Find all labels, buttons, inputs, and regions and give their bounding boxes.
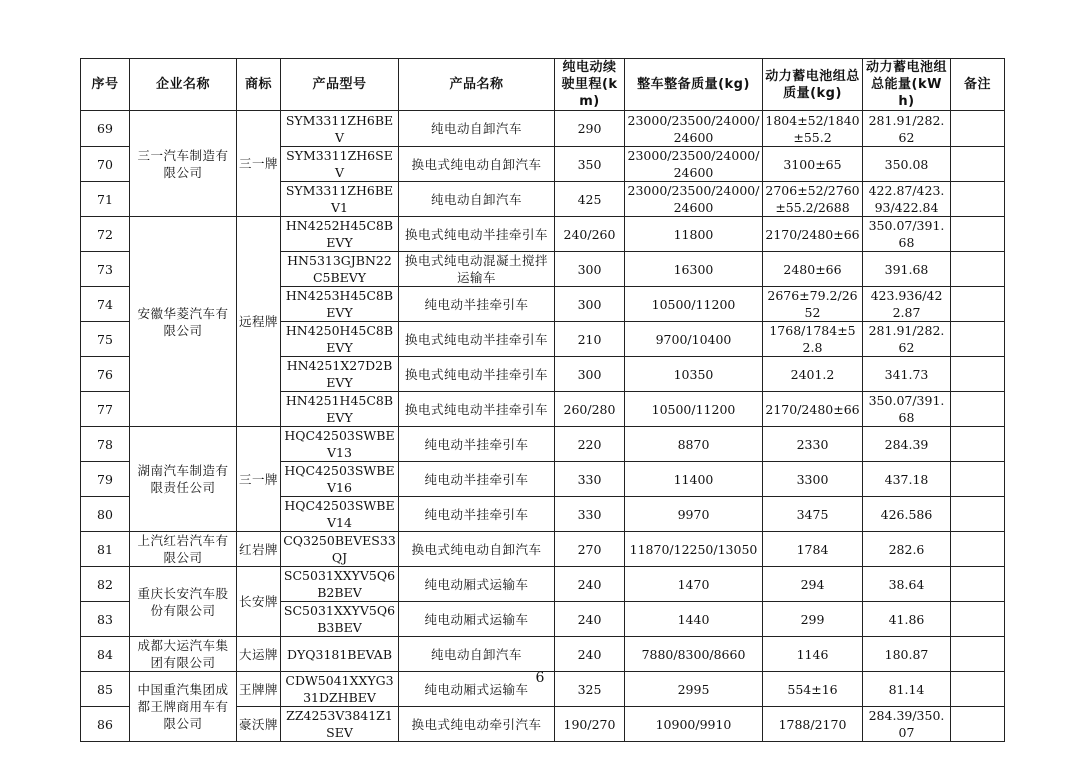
driving-range: 270: [555, 532, 625, 567]
table-row: [81, 532, 1005, 567]
product-name: 纯电动厢式运输车: [399, 567, 555, 602]
product-name: 换电式纯电动混凝土搅拌运输车: [399, 252, 555, 287]
battery-energy: 426.586: [863, 497, 951, 532]
battery-mass: 3475: [763, 497, 863, 532]
driving-range: 330: [555, 462, 625, 497]
product-model: HN4250H45C8BEVY: [281, 322, 399, 357]
table-row: [81, 427, 1005, 462]
product-name: 换电式纯电动牵引汽车: [399, 707, 555, 742]
battery-mass: 3300: [763, 462, 863, 497]
remark: [951, 707, 1005, 742]
driving-range: 290: [555, 111, 625, 147]
curb-mass: 1470: [625, 567, 763, 602]
header-battery-mass: 动力蓄电池组总质量(kg): [763, 59, 863, 111]
company-name: 中国重汽集团成都王牌商用车有限公司: [130, 672, 237, 742]
product-model: CDW5041XXYG331DZHBEV: [281, 672, 399, 707]
driving-range: 220: [555, 427, 625, 462]
row-seq: 74: [81, 287, 130, 322]
curb-mass: 11870/12250/13050: [625, 532, 763, 567]
remark: [951, 427, 1005, 462]
curb-mass: 10500/11200: [625, 287, 763, 322]
product-name: 纯电动厢式运输车: [399, 672, 555, 707]
company-name: 三一汽车制造有限公司: [130, 111, 237, 217]
curb-mass: 7880/8300/8660: [625, 637, 763, 672]
product-model: HQC42503SWBEV16: [281, 462, 399, 497]
driving-range: 210: [555, 322, 625, 357]
remark: [951, 637, 1005, 672]
curb-mass: 23000/23500/24000/24600: [625, 147, 763, 182]
company-name: 湖南汽车制造有限责任公司: [130, 427, 237, 532]
company-name: 安徽华菱汽车有限公司: [130, 217, 237, 427]
driving-range: 300: [555, 357, 625, 392]
battery-mass: 1146: [763, 637, 863, 672]
table-row: [81, 637, 1005, 672]
product-name: 纯电动厢式运输车: [399, 602, 555, 637]
product-name: 换电式纯电动半挂牵引车: [399, 392, 555, 427]
product-name: 纯电动自卸汽车: [399, 111, 555, 147]
driving-range: 190/270: [555, 707, 625, 742]
battery-mass: 1804±52/1840±55.2: [763, 111, 863, 147]
product-name: 换电式纯电动半挂牵引车: [399, 322, 555, 357]
remark: [951, 252, 1005, 287]
remark: [951, 532, 1005, 567]
driving-range: 425: [555, 182, 625, 217]
brand-name: 远程牌: [237, 217, 281, 427]
remark: [951, 182, 1005, 217]
battery-mass: 1788/2170: [763, 707, 863, 742]
brand-name: 大运牌: [237, 637, 281, 672]
header-company: 企业名称: [130, 59, 237, 111]
remark: [951, 602, 1005, 637]
driving-range: 325: [555, 672, 625, 707]
header-model: 产品型号: [281, 59, 399, 111]
product-name: 换电式纯电动半挂牵引车: [399, 217, 555, 252]
row-seq: 79: [81, 462, 130, 497]
product-model: HQC42503SWBEV14: [281, 497, 399, 532]
brand-name: 红岩牌: [237, 532, 281, 567]
battery-mass: 2480±66: [763, 252, 863, 287]
product-model: HN4251H45C8BEVY: [281, 392, 399, 427]
product-model: HN4251X27D2BEVY: [281, 357, 399, 392]
battery-energy: 350.07/391.68: [863, 217, 951, 252]
driving-range: 300: [555, 287, 625, 322]
battery-mass: 2170/2480±66: [763, 217, 863, 252]
product-name: 纯电动自卸汽车: [399, 637, 555, 672]
table-body: [81, 111, 1005, 742]
header-seq: 序号: [81, 59, 130, 111]
header-brand: 商标: [237, 59, 281, 111]
product-model: SC5031XXYV5Q6B3BEV: [281, 602, 399, 637]
battery-energy: 41.86: [863, 602, 951, 637]
curb-mass: 10500/11200: [625, 392, 763, 427]
driving-range: 330: [555, 497, 625, 532]
row-seq: 85: [81, 672, 130, 707]
curb-mass: 16300: [625, 252, 763, 287]
product-model: HN4253H45C8BEVY: [281, 287, 399, 322]
battery-mass: 1784: [763, 532, 863, 567]
product-model: SC5031XXYV5Q6B2BEV: [281, 567, 399, 602]
header-battery-energy: 动力蓄电池组总能量(kWh): [863, 59, 951, 111]
product-name: 换电式纯电动自卸汽车: [399, 532, 555, 567]
remark: [951, 322, 1005, 357]
battery-mass: 554±16: [763, 672, 863, 707]
battery-energy: 350.07/391.68: [863, 392, 951, 427]
row-seq: 71: [81, 182, 130, 217]
curb-mass: 11400: [625, 462, 763, 497]
battery-energy: 81.14: [863, 672, 951, 707]
battery-mass: 2330: [763, 427, 863, 462]
vehicle-catalog-table: [80, 58, 1005, 742]
curb-mass: 1440: [625, 602, 763, 637]
product-model: HN4252H45C8BEVY: [281, 217, 399, 252]
header-range: 纯电动续驶里程(km): [555, 59, 625, 111]
remark: [951, 567, 1005, 602]
battery-energy: 284.39: [863, 427, 951, 462]
table-row: [81, 217, 1005, 252]
product-name: 纯电动半挂牵引车: [399, 287, 555, 322]
battery-energy: 422.87/423.93/422.84: [863, 182, 951, 217]
battery-energy: 281.91/282.62: [863, 111, 951, 147]
company-name: 上汽红岩汽车有限公司: [130, 532, 237, 567]
header-remark: 备注: [951, 59, 1005, 111]
row-seq: 76: [81, 357, 130, 392]
row-seq: 75: [81, 322, 130, 357]
remark: [951, 462, 1005, 497]
row-seq: 70: [81, 147, 130, 182]
row-seq: 81: [81, 532, 130, 567]
battery-mass: 294: [763, 567, 863, 602]
product-name: 纯电动自卸汽车: [399, 182, 555, 217]
driving-range: 240/260: [555, 217, 625, 252]
product-model: DYQ3181BEVAB: [281, 637, 399, 672]
row-seq: 73: [81, 252, 130, 287]
battery-mass: 2401.2: [763, 357, 863, 392]
curb-mass: 2995: [625, 672, 763, 707]
row-seq: 83: [81, 602, 130, 637]
battery-energy: 180.87: [863, 637, 951, 672]
battery-energy: 38.64: [863, 567, 951, 602]
table-row: [81, 567, 1005, 602]
company-name: 重庆长安汽车股份有限公司: [130, 567, 237, 637]
row-seq: 82: [81, 567, 130, 602]
remark: [951, 287, 1005, 322]
driving-range: 260/280: [555, 392, 625, 427]
product-model: HQC42503SWBEV13: [281, 427, 399, 462]
battery-energy: 391.68: [863, 252, 951, 287]
battery-energy: 423.936/422.87: [863, 287, 951, 322]
product-name: 换电式纯电动半挂牵引车: [399, 357, 555, 392]
table-row: [81, 111, 1005, 147]
remark: [951, 111, 1005, 147]
brand-name: 王牌牌: [237, 672, 281, 707]
battery-mass: 1768/1784±52.8: [763, 322, 863, 357]
remark: [951, 392, 1005, 427]
product-name: 纯电动半挂牵引车: [399, 497, 555, 532]
curb-mass: 23000/23500/24000/24600: [625, 182, 763, 217]
product-model: HN5313GJBN22C5BEVY: [281, 252, 399, 287]
curb-mass: 11800: [625, 217, 763, 252]
driving-range: 300: [555, 252, 625, 287]
curb-mass: 10900/9910: [625, 707, 763, 742]
product-model: SYM3311ZH6SEV: [281, 147, 399, 182]
curb-mass: 8870: [625, 427, 763, 462]
product-name: 纯电动半挂牵引车: [399, 427, 555, 462]
row-seq: 72: [81, 217, 130, 252]
battery-mass: 2170/2480±66: [763, 392, 863, 427]
curb-mass: 23000/23500/24000/24600: [625, 111, 763, 147]
battery-mass: 3100±65: [763, 147, 863, 182]
remark: [951, 147, 1005, 182]
row-seq: 77: [81, 392, 130, 427]
table-header: [81, 59, 1005, 111]
battery-energy: 341.73: [863, 357, 951, 392]
driving-range: 240: [555, 567, 625, 602]
header-curb-mass: 整车整备质量(kg): [625, 59, 763, 111]
product-name: 换电式纯电动自卸汽车: [399, 147, 555, 182]
row-seq: 86: [81, 707, 130, 742]
curb-mass: 9970: [625, 497, 763, 532]
remark: [951, 217, 1005, 252]
product-model: SYM3311ZH6BEV: [281, 111, 399, 147]
curb-mass: 9700/10400: [625, 322, 763, 357]
product-model: ZZ4253V3841Z1SEV: [281, 707, 399, 742]
row-seq: 84: [81, 637, 130, 672]
brand-name: 三一牌: [237, 427, 281, 532]
battery-energy: 350.08: [863, 147, 951, 182]
brand-name: 豪沃牌: [237, 707, 281, 742]
product-name: 纯电动半挂牵引车: [399, 462, 555, 497]
battery-energy: 284.39/350.07: [863, 707, 951, 742]
row-seq: 69: [81, 111, 130, 147]
brand-name: 长安牌: [237, 567, 281, 637]
curb-mass: 10350: [625, 357, 763, 392]
brand-name: 三一牌: [237, 111, 281, 217]
battery-energy: 281.91/282.62: [863, 322, 951, 357]
header-product-name: 产品名称: [399, 59, 555, 111]
battery-energy: 437.18: [863, 462, 951, 497]
driving-range: 240: [555, 602, 625, 637]
battery-mass: 2676±79.2/2652: [763, 287, 863, 322]
driving-range: 350: [555, 147, 625, 182]
remark: [951, 357, 1005, 392]
company-name: 成都大运汽车集团有限公司: [130, 637, 237, 672]
driving-range: 240: [555, 637, 625, 672]
product-model: CQ3250BEVES33QJ: [281, 532, 399, 567]
battery-mass: 2706±52/2760±55.2/2688: [763, 182, 863, 217]
battery-mass: 299: [763, 602, 863, 637]
remark: [951, 497, 1005, 532]
row-seq: 78: [81, 427, 130, 462]
battery-energy: 282.6: [863, 532, 951, 567]
page-number: 6: [535, 670, 545, 686]
product-model: SYM3311ZH6BEV1: [281, 182, 399, 217]
row-seq: 80: [81, 497, 130, 532]
